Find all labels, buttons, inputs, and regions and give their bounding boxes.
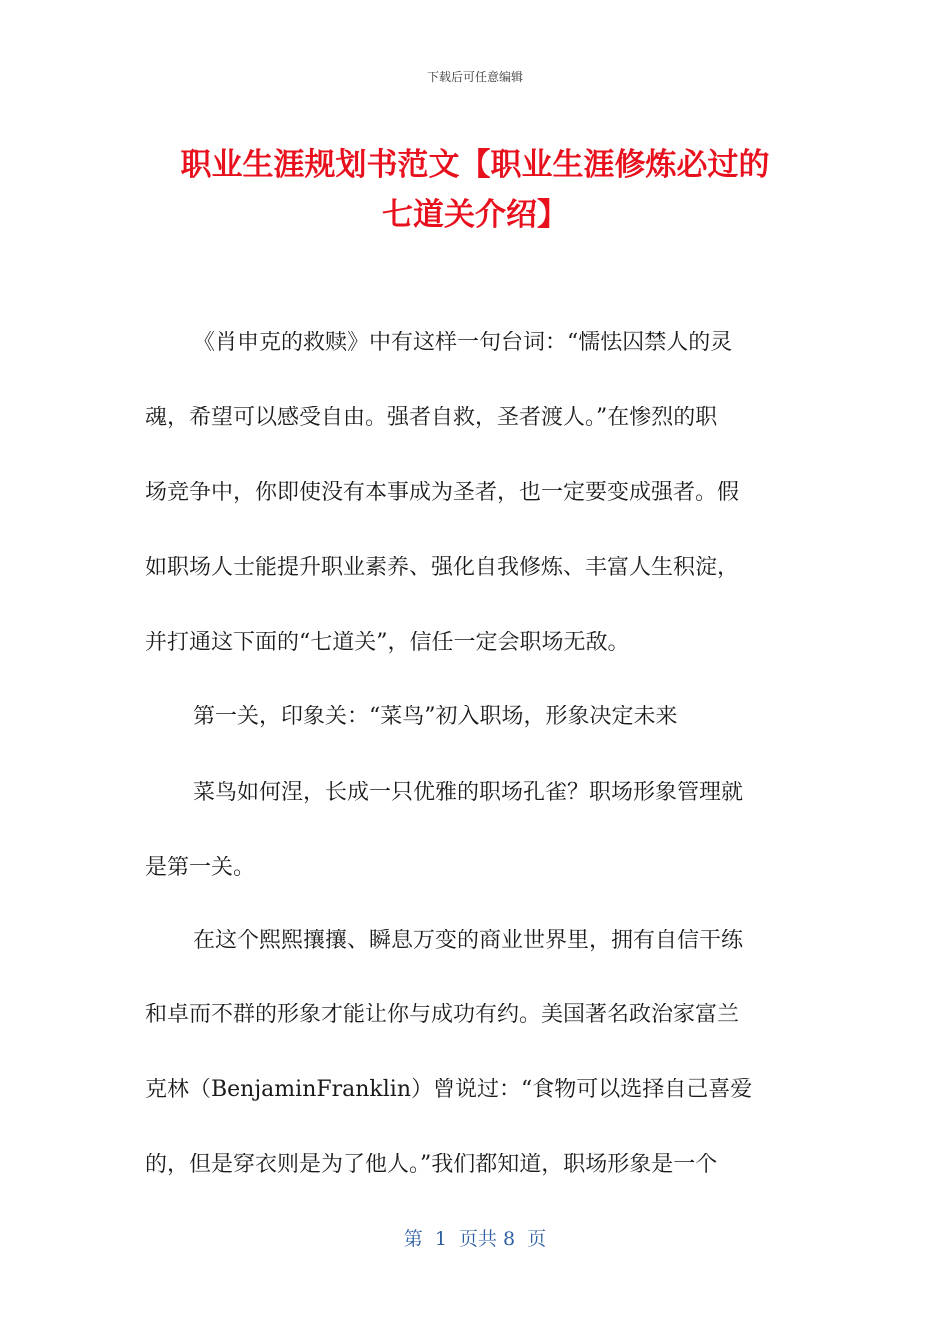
title-line-2: 七道关介绍】 <box>382 197 568 233</box>
body-line: 的，但是穿衣则是为了他人。”我们都知道，职场形象是一个 <box>145 1153 718 1177</box>
title-line-1: 职业生涯规划书范文【职业生涯修炼必过的 <box>180 147 770 183</box>
body-line: 和卓而不群的形象才能让你与成功有约。美国著名政治家富兰 <box>145 1003 740 1027</box>
document-title <box>145 140 805 240</box>
page-number: 第 1 页共 8 页 <box>403 1228 547 1250</box>
body-line: 菜鸟如何涅，长成一只优雅的职场孔雀？职场形象管理就 <box>193 781 744 805</box>
body-line: 克林（BenjaminFranklin）曾说过：“食物可以选择自己喜爱 <box>145 1078 753 1102</box>
section-heading: 第一关，印象关：“菜鸟”初入职场，形象决定未来 <box>193 705 678 729</box>
body-line: 在这个熙熙攘攘、瞬息万变的商业世界里，拥有自信干练 <box>193 929 744 953</box>
body-line: 并打通这下面的“七道关”，信任一定会职场无敌。 <box>145 631 630 655</box>
body-line: 《肖申克的救赎》中有这样一句台词：“懦怯囚禁人的灵 <box>193 331 733 355</box>
body-line: 魂，希望可以感受自由。强者自救，圣者渡人。”在惨烈的职 <box>145 406 718 430</box>
body-line: 如职场人士能提升职业素养、强化自我修炼、丰富人生积淀， <box>145 556 740 580</box>
header-note: 下载后可任意编辑 <box>426 70 523 84</box>
body-line: 场竞争中，你即使没有本事成为圣者，也一定要变成强者。假 <box>145 481 740 505</box>
body-line: 是第一关。 <box>145 856 256 880</box>
